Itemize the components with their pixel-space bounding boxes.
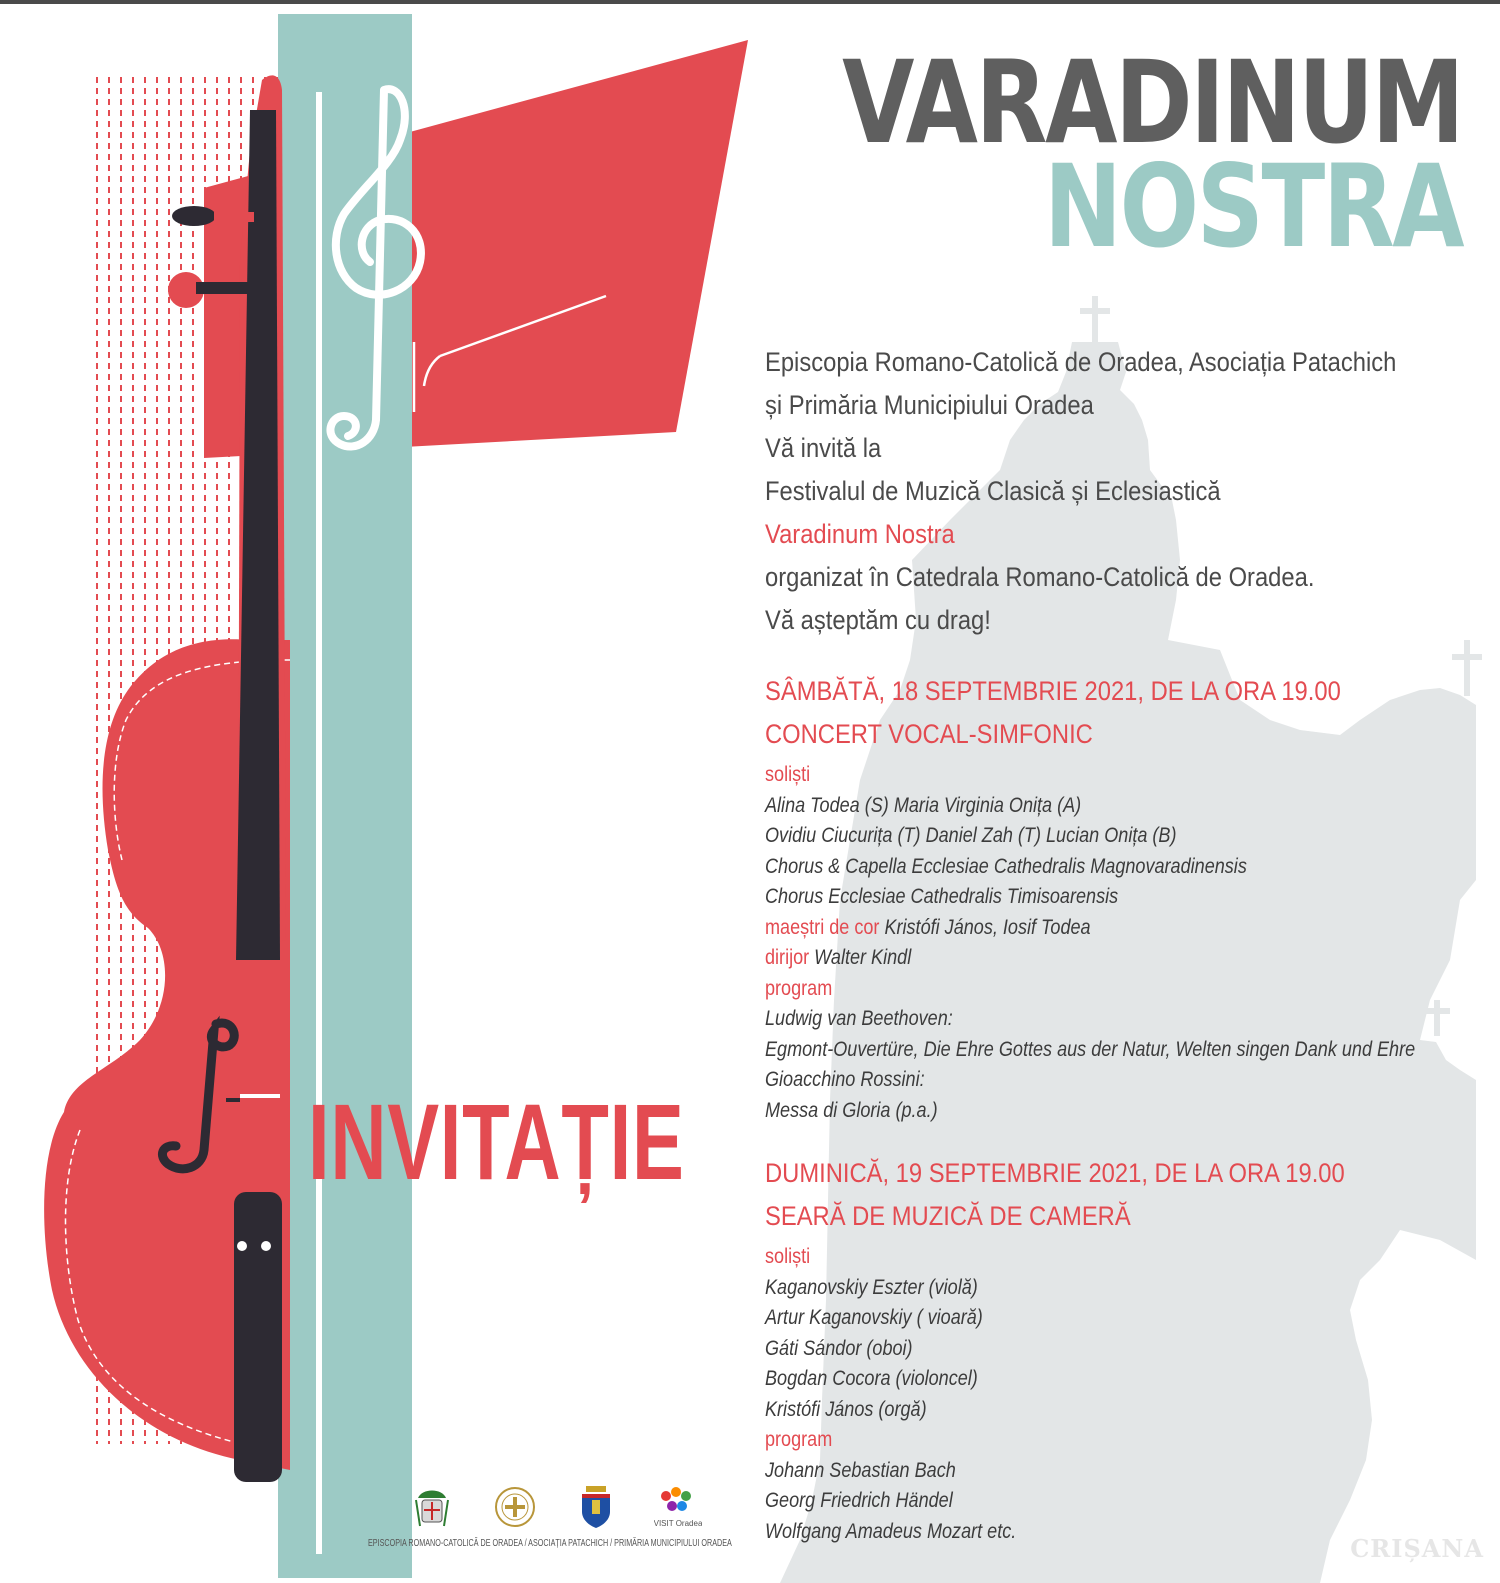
choir-masters-label: maeștri de cor xyxy=(765,915,880,939)
oradea-coat-of-arms-icon xyxy=(580,1486,612,1528)
festival-title-line2: NOSTRA xyxy=(1043,140,1462,273)
conductor-label: dirijor xyxy=(765,946,810,969)
bishopric-coat-of-arms-icon xyxy=(412,1486,452,1530)
program-line: Georg Friedrich Händel xyxy=(765,1489,953,1512)
program-line: Gioacchino Rossini: xyxy=(765,1068,925,1091)
soloist-line: Gáti Sándor (oboi) xyxy=(765,1336,913,1360)
conductor-name: Walter Kindl xyxy=(814,946,912,969)
intro-line: organizat în Catedrala Romano-Catolică de Oradea. xyxy=(765,562,1315,592)
intro-line: Festivalul de Muzică Clasică și Eclesiastică xyxy=(765,476,1221,506)
publisher-watermark: CRIȘANA xyxy=(1350,1534,1484,1563)
visit-oradea-text: VISIT Oradea xyxy=(654,1519,702,1528)
event-title: CONCERT VOCAL-SIMFONIC xyxy=(765,719,1093,749)
footer-organizers: EPISCOPIA ROMANO-CATOLICĂ DE ORADEA / ASOCIAȚIA PATACHICH / PRIMĂRIA MUNICIPIULUI ORADEA xyxy=(368,1538,732,1549)
intro-line: și Primăria Municipiului Oradea xyxy=(765,390,1094,420)
visit-oradea-logo xyxy=(654,1486,702,1530)
event-title: SEARĂ DE MUZICĂ DE CAMERĂ xyxy=(765,1201,1131,1231)
patachich-seal-icon xyxy=(494,1486,536,1528)
program-line: Johann Sebastian Bach xyxy=(765,1458,956,1482)
event-date: DUMINICĂ, 19 SEPTEMBRIE 2021, DE LA ORA 19.00 xyxy=(765,1158,1345,1188)
intro-paragraph xyxy=(765,341,1480,642)
soloist-line: Ovidiu Ciucurița (T) Daniel Zah (T) Lucian Onița (B) xyxy=(765,824,1177,847)
soloist-line: Alina Todea (S) Maria Virginia Onița (A) xyxy=(765,793,1082,817)
soloist-line: Bogdan Cocora (violoncel) xyxy=(765,1367,978,1390)
festival-title-line1: VARADINUM xyxy=(841,36,1462,169)
footer-logos xyxy=(368,1486,730,1549)
program-line: Wolfgang Amadeus Mozart etc. xyxy=(765,1519,1017,1543)
soloist-line: Chorus Ecclesiae Cathedralis Timisoarensis xyxy=(765,885,1119,908)
event-date: SÂMBĂTĂ, 18 SEPTEMBRIE 2021, DE LA ORA 19.00 xyxy=(765,676,1341,706)
soloists-label: soliști xyxy=(765,1245,811,1268)
conductor-line xyxy=(765,943,1380,974)
teal-strip xyxy=(278,14,412,1578)
event-saturday xyxy=(765,670,1480,1126)
tuning-peg xyxy=(172,206,216,226)
intro-line: Vă invită la xyxy=(765,433,882,463)
intro-line: Vă așteptăm cu drag! xyxy=(765,605,991,635)
program-label: program xyxy=(765,976,833,1000)
invitation-text xyxy=(765,341,1480,1547)
choir-masters-names: Kristófi János, Iosif Todea xyxy=(884,915,1091,939)
program-line: Messa di Gloria (p.a.) xyxy=(765,1098,938,1122)
soloist-line: Kaganovskiy Eszter (violă) xyxy=(765,1275,978,1299)
soloist-line: Artur Kaganovskiy ( vioară) xyxy=(765,1306,983,1329)
program-label: program xyxy=(765,1428,833,1451)
tailpiece xyxy=(234,1192,282,1482)
choir-masters-line xyxy=(765,913,1380,944)
intro-line: Episcopia Romano-Catolică de Oradea, Asociația Patachich xyxy=(765,347,1397,377)
soloist-line: Chorus & Capella Ecclesiae Cathedralis Magnovaradinensis xyxy=(765,854,1247,878)
soloists-label: soliști xyxy=(765,763,811,786)
staff-line xyxy=(316,92,322,1554)
intro-festival-name: Varadinum Nostra xyxy=(765,519,955,549)
invitation-heading: INVITAȚIE xyxy=(308,1081,685,1202)
event-sunday xyxy=(765,1152,1480,1547)
program-line: Ludwig van Beethoven: xyxy=(765,1007,953,1030)
program-line: Egmont-Ouvertüre, Die Ehre Gottes aus der Natur, Welten singen Dank und Ehre xyxy=(765,1037,1416,1061)
soloist-line: Kristófi János (orgă) xyxy=(765,1397,927,1421)
